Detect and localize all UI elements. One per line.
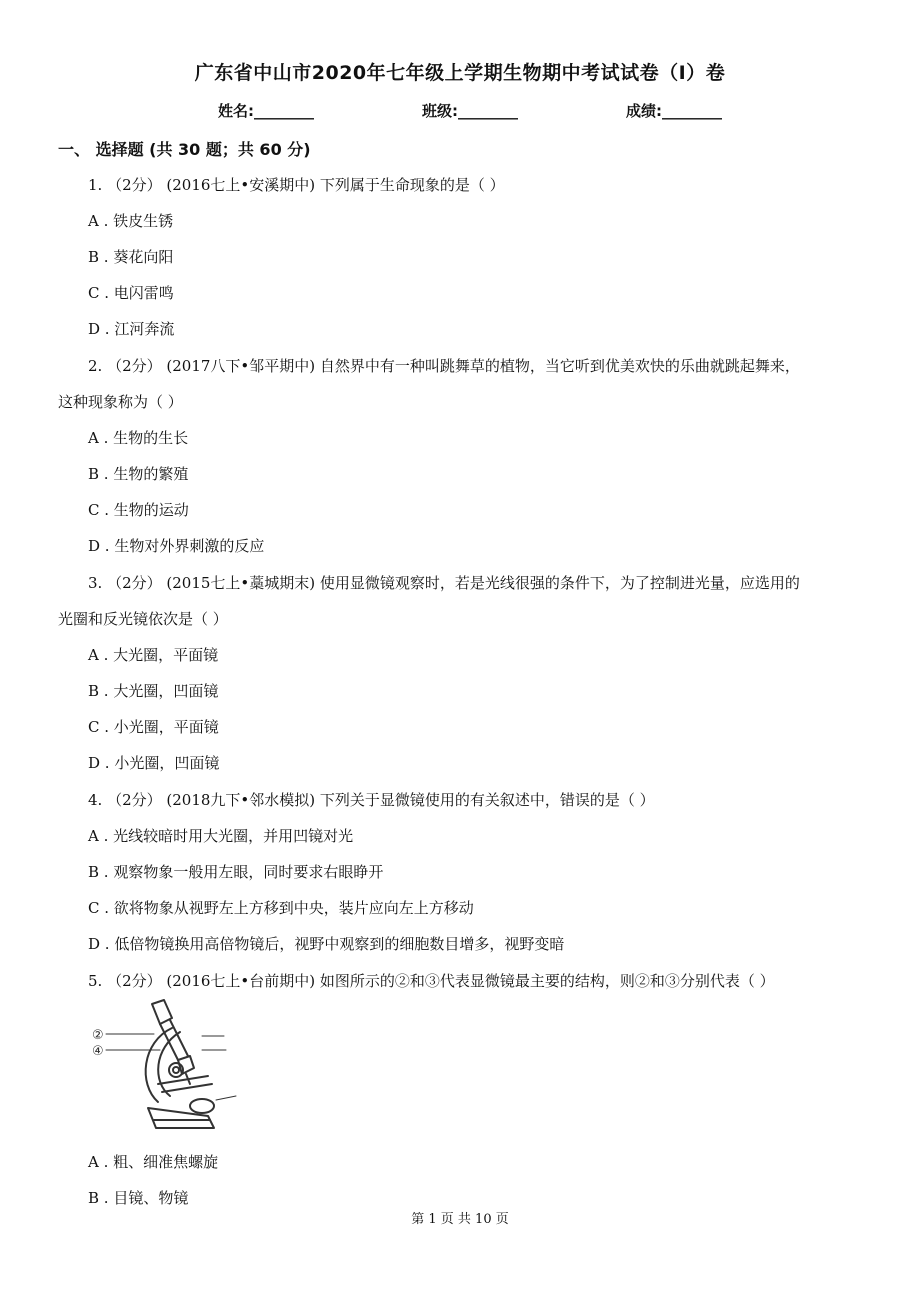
q3-option-b: B . 大光圈，凹面镜 xyxy=(88,682,219,700)
microscope-diagram xyxy=(90,998,250,1138)
page-footer: 第 1 页 共 10 页 xyxy=(411,1212,509,1227)
q3-option-d: D . 小光圈，凹面镜 xyxy=(88,754,220,772)
q2-option-a: A . 生物的生长 xyxy=(88,429,189,447)
question-4-stem: 4. （2分） (2018九下•邻水模拟) 下列关于显微镜使用的有关叙述中，错误的是（ ） xyxy=(88,791,655,809)
question-2-stem: 2. （2分） (2017八下•邹平期中) 自然界中有一种叫跳舞草的植物，当它听到优美欢快的乐曲就跳起舞来， xyxy=(88,357,800,375)
question-1-stem: 1. （2分） (2016七上•安溪期中) 下列属于生命现象的是（ ） xyxy=(88,176,505,194)
question-5-stem: 5. （2分） (2016七上•台前期中) 如图所示的②和③代表显微镜最主要的结构，则②和③分别代表（ ） xyxy=(88,972,775,990)
q2-option-b: B . 生物的繁殖 xyxy=(88,465,189,483)
question-3-stem: 3. （2分） (2015七上•藁城期末) 使用显微镜观察时，若是光线很强的条件下，为了控制进光量，应选用的 xyxy=(88,574,800,592)
page-title: 广东省中山市2020年七年级上学期生物期中考试试卷（I）卷 xyxy=(194,62,726,84)
q1-option-b: B . 葵花向阳 xyxy=(88,248,174,266)
q1-option-a: A . 铁皮生锈 xyxy=(88,212,174,230)
q1-option-c: C . 电闪雷鸣 xyxy=(88,284,174,302)
q3-option-c: C . 小光圈，平面镜 xyxy=(88,718,219,736)
question-3-stem-cont: 光圈和反光镜依次是（ ） xyxy=(58,610,228,628)
figure-label-4: ④ xyxy=(92,1044,104,1059)
q4-option-c: C . 欲将物象从视野左上方移到中央，装片应向左上方移动 xyxy=(88,899,474,917)
q1-option-d: D . 江河奔流 xyxy=(88,320,175,338)
q3-option-a: A . 大光圈，平面镜 xyxy=(88,646,219,664)
figure-label-2: ② xyxy=(92,1028,104,1043)
name-field: 姓名:________ xyxy=(218,102,314,120)
question-2-stem-cont: 这种现象称为（ ） xyxy=(58,393,183,411)
q5-option-b: B . 目镜、物镜 xyxy=(88,1189,189,1207)
q4-option-d: D . 低倍物镜换用高倍物镜后，视野中观察到的细胞数目增多，视野变暗 xyxy=(88,935,565,953)
class-field: 班级:________ xyxy=(422,102,518,120)
q5-option-a: A . 粗、细准焦螺旋 xyxy=(88,1153,219,1171)
q2-option-c: C . 生物的运动 xyxy=(88,501,189,519)
q4-option-b: B . 观察物象一般用左眼，同时要求右眼睁开 xyxy=(88,863,384,881)
section-title: 一、 选择题 (共 30 题；共 60 分) xyxy=(58,140,311,159)
q4-option-a: A . 光线较暗时用大光圈，并用凹镜对光 xyxy=(88,827,354,845)
score-field: 成绩:________ xyxy=(626,102,722,120)
q2-option-d: D . 生物对外界刺激的反应 xyxy=(88,537,265,555)
